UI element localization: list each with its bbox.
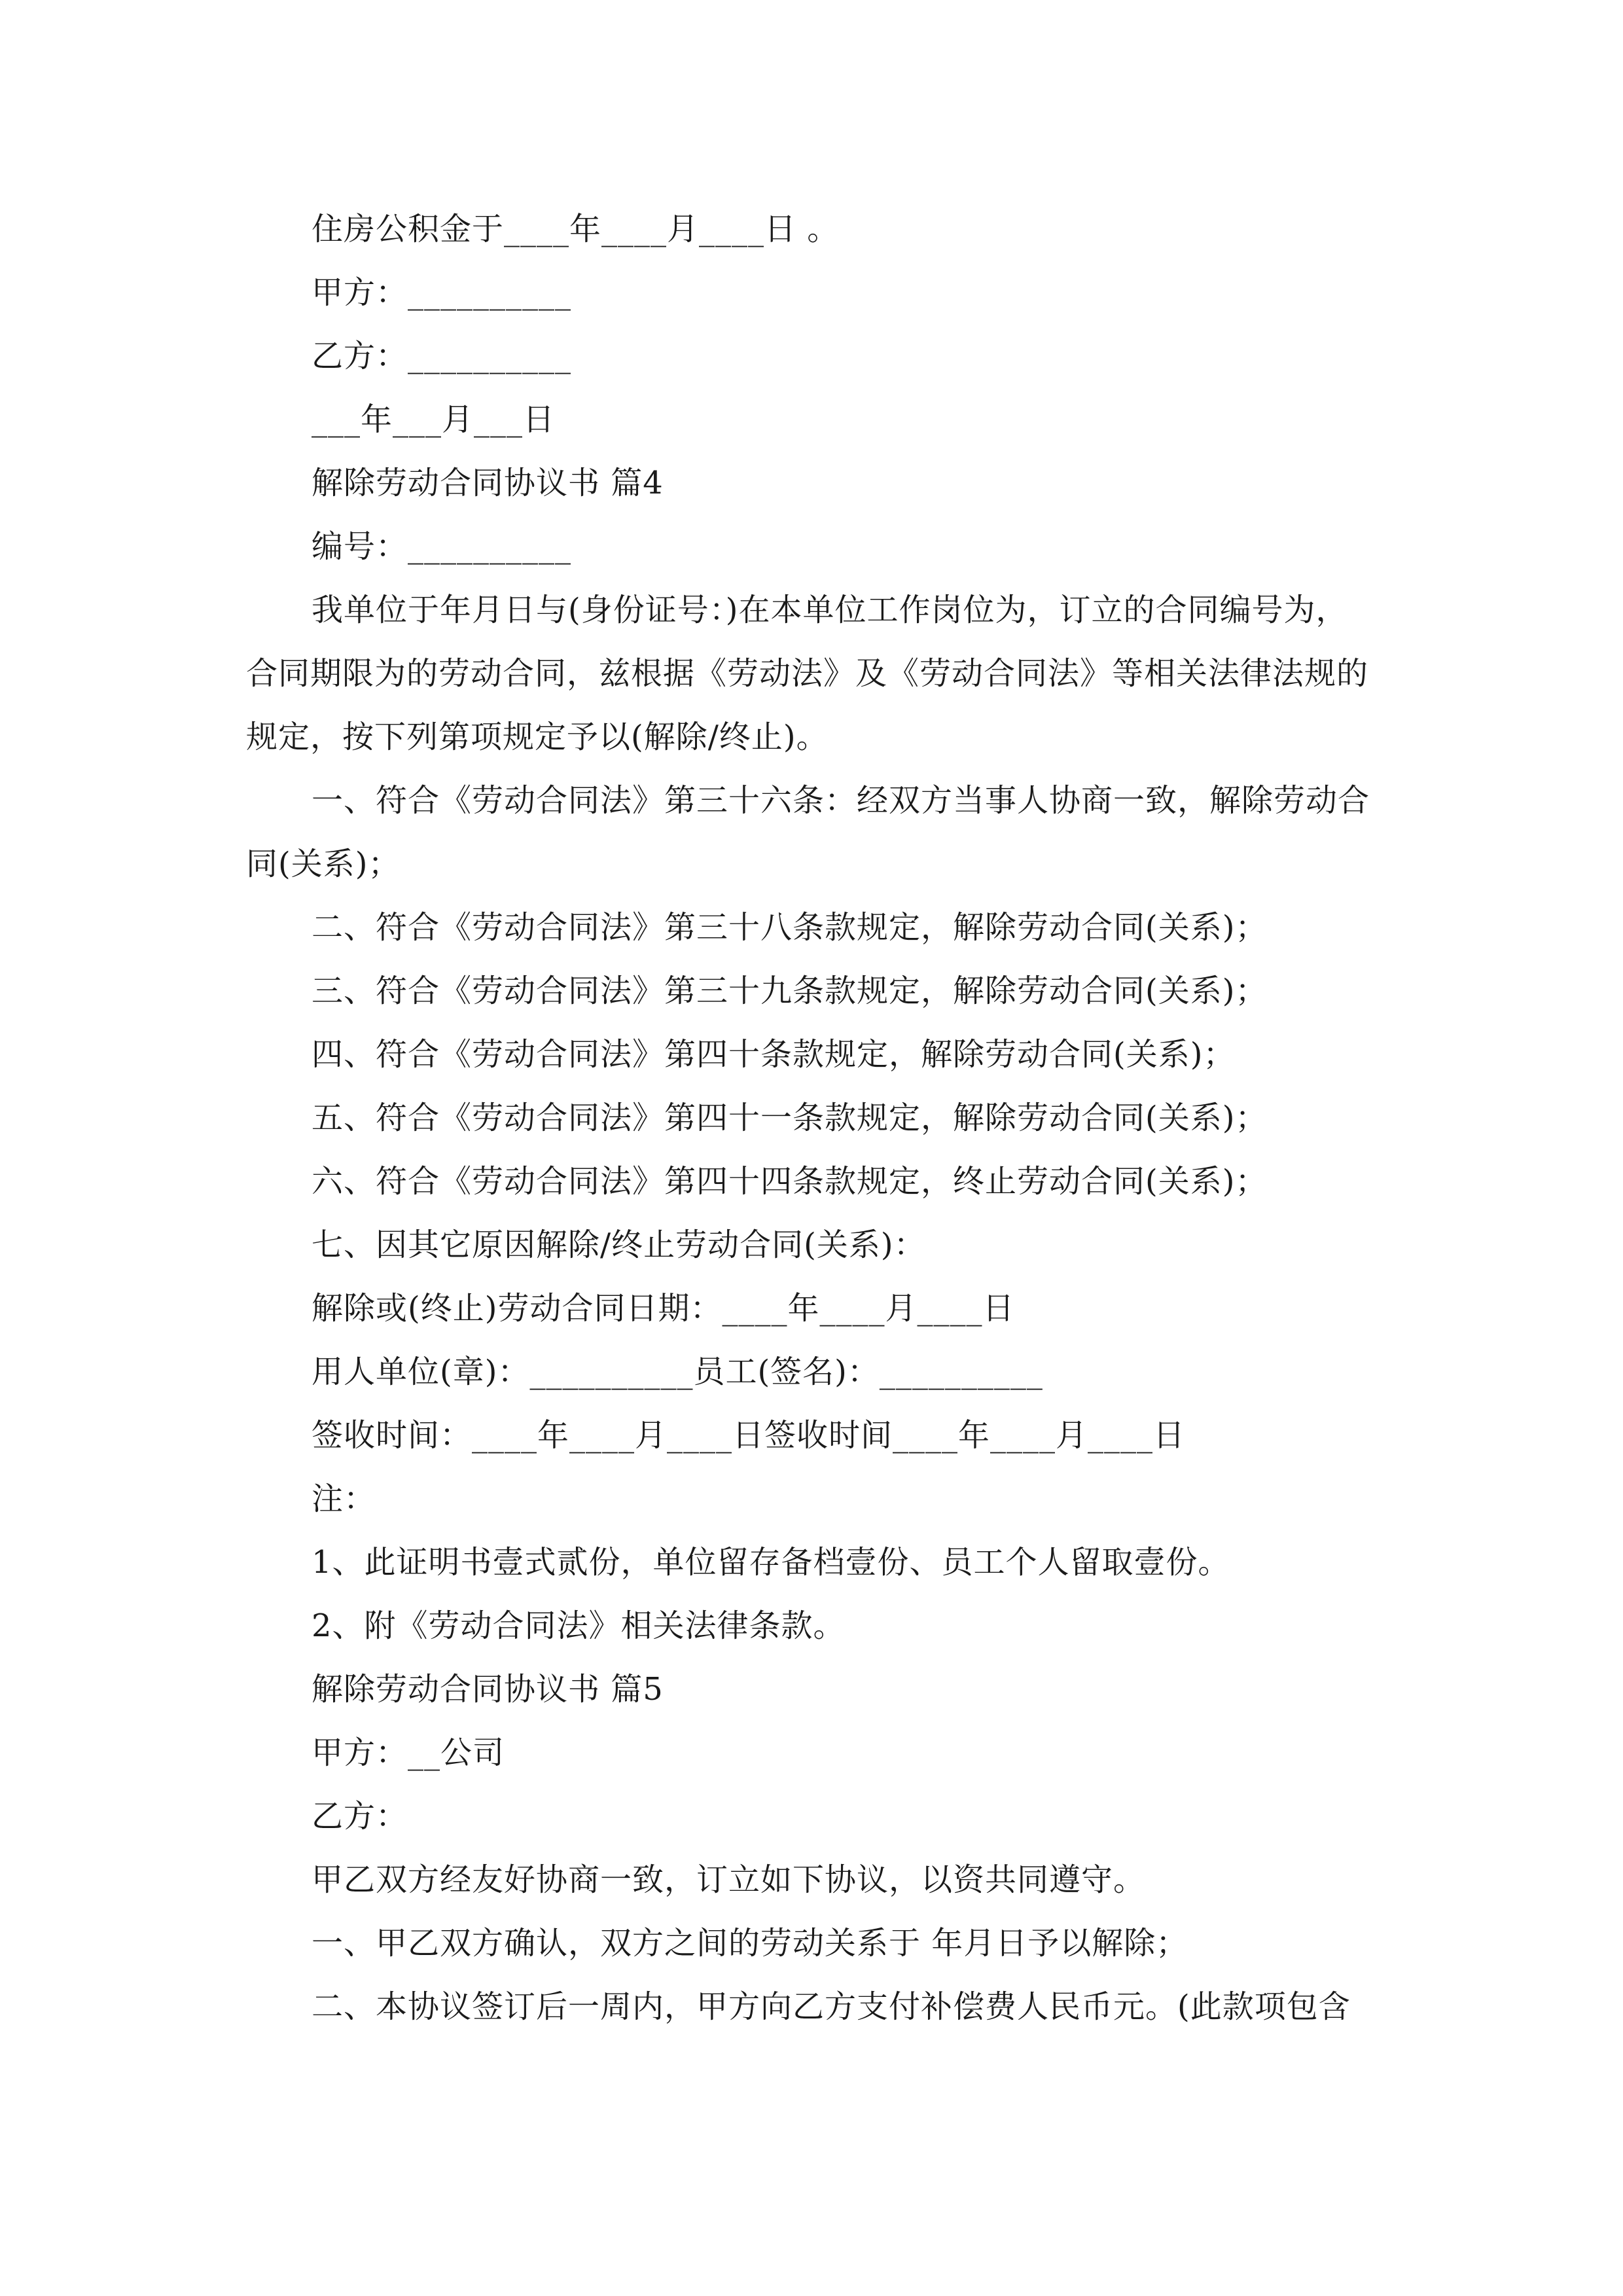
serial-number-line: 编号：__________ <box>312 528 572 565</box>
party-b-line: 乙方：__________ <box>312 338 572 374</box>
paragraph-line: 甲乙双方经友好协商一致，订立如下协议，以资共同遵守。 <box>312 1861 1146 1898</box>
clause-item: 四、符合《劳动合同法》第四十条款规定，解除劳动合同(关系)； <box>312 1036 1236 1073</box>
note-heading: 注： <box>312 1480 376 1517</box>
paragraph-line: 我单位于年月日与(身份证号：)在本单位工作岗位为，订立的合同编号为， <box>312 592 1348 628</box>
housing-fund-line: 住房公积金于____年____月____日 。 <box>312 211 840 247</box>
note-item: 2、附《劳动合同法》相关法律条款。 <box>312 1607 846 1644</box>
party-b-line: 乙方： <box>312 1798 408 1835</box>
party-a-line: 甲方：__公司 <box>312 1734 505 1771</box>
section-heading-5: 解除劳动合同协议书 篇5 <box>312 1671 664 1708</box>
paragraph-line: 合同期限为的劳动合同，兹根据《劳动法》及《劳动合同法》等相关法律法规的 <box>246 655 1369 692</box>
clause-item: 六、符合《劳动合同法》第四十四条款规定，终止劳动合同(关系)； <box>312 1163 1268 1200</box>
date-line: ___年___月___日 <box>312 401 556 438</box>
signature-line: 用人单位(章)：__________员工(签名)：__________ <box>312 1354 1043 1390</box>
clause-item: 五、符合《劳动合同法》第四十一条款规定，解除劳动合同(关系)； <box>312 1100 1268 1136</box>
clause-item-continuation: 同(关系)； <box>246 846 401 882</box>
section-heading-4: 解除劳动合同协议书 篇4 <box>312 465 664 501</box>
paragraph-line: 规定，按下列第项规定予以(解除/终止)。 <box>246 719 829 755</box>
clause-item: 一、符合《劳动合同法》第三十六条：经双方当事人协商一致，解除劳动合 <box>312 782 1370 819</box>
note-item: 1、此证明书壹式贰份，单位留存备档壹份、员工个人留取壹份。 <box>312 1544 1230 1581</box>
receipt-time-line: 签收时间：____年____月____日签收时间____年____月____日 <box>312 1417 1186 1454</box>
clause-item: 一、甲乙双方确认，双方之间的劳动关系于 年月日予以解除； <box>312 1925 1188 1962</box>
party-a-line: 甲方：__________ <box>312 274 572 311</box>
clause-item: 二、本协议签订后一周内，甲方向乙方支付补偿费人民币元。(此款项包含 <box>312 1988 1351 2025</box>
clause-item: 七、因其它原因解除/终止劳动合同(关系)： <box>312 1227 926 1263</box>
clause-item: 二、符合《劳动合同法》第三十八条款规定，解除劳动合同(关系)； <box>312 909 1268 946</box>
clause-item: 三、符合《劳动合同法》第三十九条款规定，解除劳动合同(关系)； <box>312 973 1268 1009</box>
termination-date-line: 解除或(终止)劳动合同日期：____年____月____日 <box>312 1290 1015 1327</box>
